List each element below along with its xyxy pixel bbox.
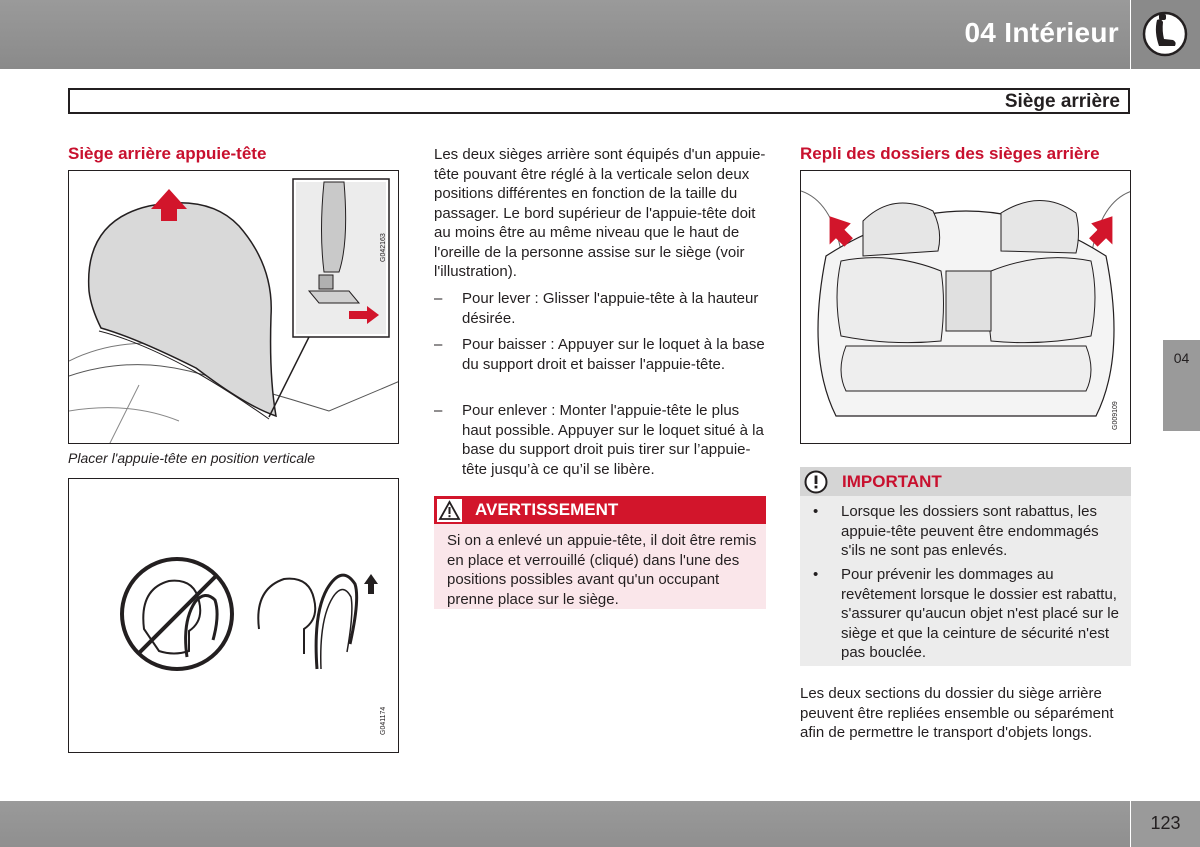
chapter-title: 04 Intérieur [964, 17, 1119, 48]
intro-paragraph: Les deux sièges arrière sont équipés d'un appuie-tête pouvant être réglé à la verticale selon deux positions différentes en fonction de la taille du passager. Le bord supérieur de l'appuie-tête doit au moins être au même niveau que le haut de l'oreille de la personne assise sur le siège (voir l'illustration). [434, 146, 766, 280]
important-item-text: Pour prévenir les dommages au revêtement lorsque le dossier est rabattu, s'assurer qu'aucun objet n'est placé sur le siège et que la ceinture de sécurité n'est pas bouclée. [841, 566, 1119, 661]
footer-bar [0, 801, 1130, 847]
important-title: IMPORTANT [842, 472, 942, 491]
warning-title: AVERTISSEMENT [475, 500, 619, 519]
headrest-heading: Siège arrière appuie-tête [68, 144, 267, 163]
headrest-illustration [68, 170, 399, 444]
warning-text: Si on a enlevé un appuie-tête, il doit être remis en place et verrouillé (cliqué) dans l'une des positions possibles avant qu'un occupant prenne place sur le siège. [447, 532, 757, 608]
figure-caption: Placer l'appuie-tête en position verticale [68, 450, 316, 466]
list-item-text: Pour baisser : Appuyer sur le loquet à la base du support droit et baisser l'appuie-tête. [462, 336, 765, 373]
list-dash: – [434, 402, 443, 419]
section-title-bar [68, 88, 1130, 114]
bullet: • [813, 503, 819, 520]
no-headrest-illustration [68, 478, 399, 753]
bullet: • [813, 566, 819, 583]
chapter-side-tab-label: 04 [1173, 350, 1190, 366]
fold-seats-heading: Repli des dossiers des sièges arrière [800, 144, 1100, 163]
section-title: Siège arrière [1004, 91, 1120, 112]
page-number: 123 [1150, 813, 1181, 833]
chapter-header-bar [0, 0, 1130, 69]
figure-code: G041174 [380, 706, 387, 735]
list-item-text: Pour enlever : Monter l'appuie-tête le plus haut possible. Appuyer sur le loquet situé à la base du support droit puis tirer sur l’appuie-tête jusqu’à ce qu’il se libère. [462, 402, 764, 478]
figure-code: G042163 [380, 233, 387, 262]
exclamation-icon [804, 470, 828, 494]
seat-icon [1131, 0, 1200, 69]
rear-seat-fold-illustration [800, 170, 1131, 444]
figure-code: G009109 [1112, 401, 1119, 430]
list-dash: – [434, 336, 443, 353]
list-dash: – [434, 290, 443, 307]
fold-paragraph: Les deux sections du dossier du siège arrière peuvent être repliées ensemble ou séparément afin de permettre le transport d'objets longs. [800, 685, 1114, 741]
warning-triangle-icon [437, 499, 462, 522]
important-item-text: Lorsque les dossiers sont rabattus, les appuie-tête peuvent être endommagés s'ils ne sont pas enlevés. [841, 503, 1099, 559]
list-item-text: Pour lever : Glisser l'appuie-tête à la hauteur désirée. [462, 290, 759, 327]
